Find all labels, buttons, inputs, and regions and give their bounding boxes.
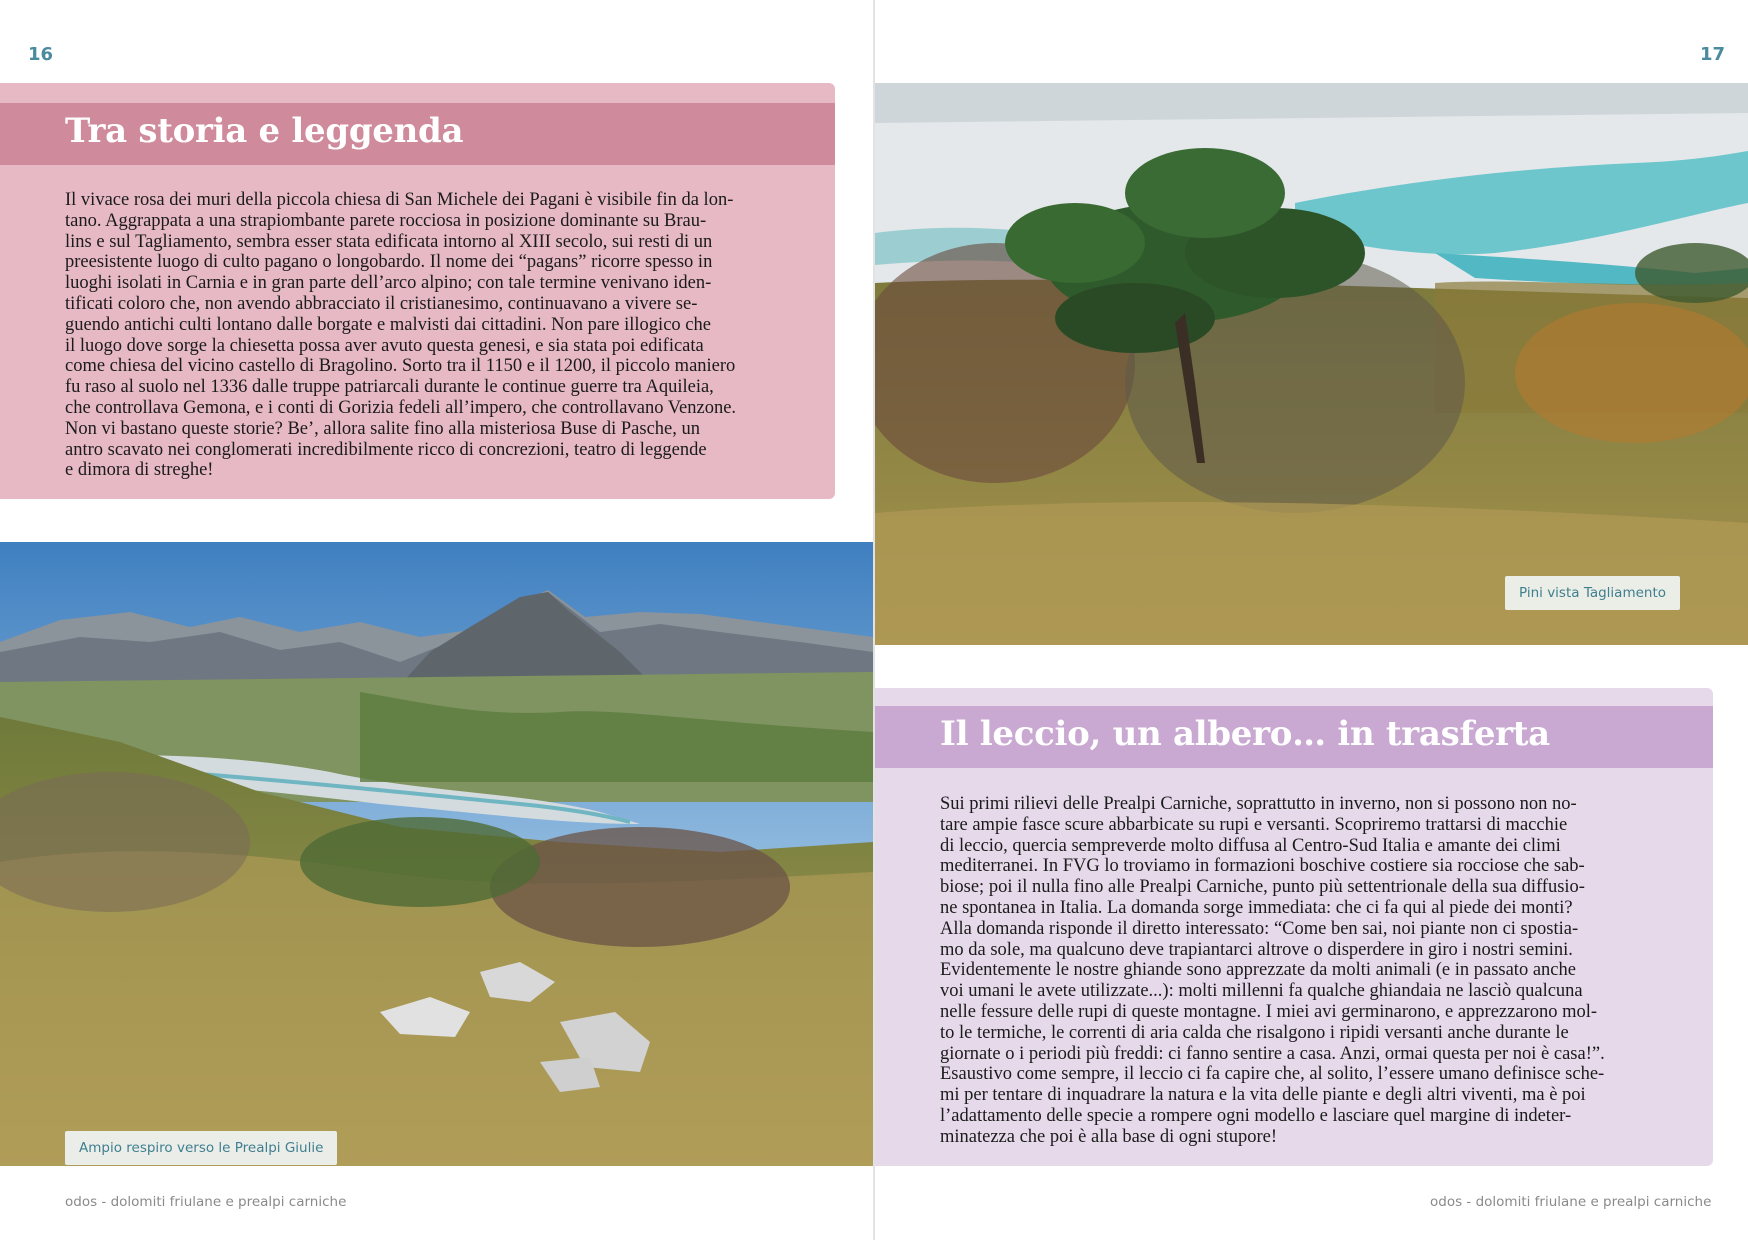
page-left bbox=[0, 0, 873, 1240]
text-line: fu raso al suolo nel 1336 dalle truppe patriarcali durante le continue guerre tra Aquileia, bbox=[65, 377, 714, 398]
text-line: mi per tentare di inquadrare la natura e la vita delle piante e degli altri viventi, ma è poi bbox=[940, 1085, 1586, 1106]
text-line: antro scavato nei conglomerati incredibilmente ricco di concrezioni, teatro di leggende bbox=[65, 439, 707, 460]
mountain-valley-illustration bbox=[0, 542, 873, 1166]
text-line: che controllava Gemona, e i conti di Gorizia fedeli all’impero, che controllavano Venzone. bbox=[65, 397, 737, 418]
text-line: Alla domanda risponde il diretto interessato: “Come ben sai, noi piante non ci spostia- bbox=[940, 918, 1579, 939]
text-line: mo da sole, ma qualcuno deve trapiantarci altrove o disperdere in giro i nostri semini. bbox=[940, 939, 1573, 960]
text-line: preesistente luogo di culto pagano o longobardo. Il nome dei “pagans” ricorre spesso in bbox=[65, 252, 713, 273]
text-line: giornate o i periodi più freddi: ci fanno sentire a casa. Anzi, ormai questa per noi è casa!”. bbox=[940, 1043, 1605, 1064]
history-box-title: Tra storia e leggenda bbox=[65, 111, 464, 151]
pine-river-illustration bbox=[875, 83, 1748, 645]
text-line: biose; poi il nulla fino alle Prealpi Carniche, punto più settentrionale della sua diffusio- bbox=[940, 877, 1585, 898]
page-number: 17 bbox=[1700, 44, 1726, 65]
text-line: ne spontanea in Italia. La domanda sorge immediata: che ci fa qui al piede dei monti? bbox=[940, 897, 1573, 918]
text-line: il luogo dove sorge la chiesetta possa aver avuto questa genesi, e sia stata poi edificata bbox=[65, 335, 704, 356]
text-line: luoghi isolati in Carnia e in gran parte dell’arco alpino; con tale termine venivano iden- bbox=[65, 273, 712, 294]
photo-caption-pini: Pini vista Tagliamento bbox=[1505, 576, 1680, 610]
holm-oak-box-text bbox=[940, 794, 1671, 1148]
text-line: tare ampie fasce scure abbarbicate su rupi e versanti. Scopriremo trattarsi di macchie bbox=[940, 814, 1568, 835]
footer-title: odos - dolomiti friulane e prealpi carniche bbox=[1430, 1194, 1712, 1210]
history-box-header bbox=[0, 103, 835, 165]
page-right bbox=[875, 0, 1748, 1240]
footer-title: odos - dolomiti friulane e prealpi carniche bbox=[65, 1194, 347, 1210]
text-line: tificati coloro che, non avendo abbracciato il cristianesimo, continuavano a vivere se- bbox=[65, 293, 698, 314]
photo-caption-prealpi: Ampio respiro verso le Prealpi Giulie bbox=[65, 1131, 337, 1165]
history-box bbox=[0, 83, 835, 499]
text-line: Evidentemente le nostre ghiande sono apprezzate da molti animali (e in passato anche bbox=[940, 960, 1576, 981]
text-line: Il vivace rosa dei muri della piccola chiesa di San Michele dei Pagani è visibile fin da lon- bbox=[65, 190, 734, 210]
text-line: guendo antichi culti lontano dalle borgate e malvisti dai cittadini. Non pare illogico che bbox=[65, 314, 711, 335]
text-line: tano. Aggrappata a una strapiombante parete rocciosa in posizione dominante su Brau- bbox=[65, 210, 707, 231]
text-line: lins e sul Tagliamento, sembra esser stata edificata intorno al XIII secolo, sui resti di un bbox=[65, 231, 713, 252]
text-line: nelle fessure delle rupi di queste montagne. I miei avi germinarono, e apprezzarono mol- bbox=[940, 1001, 1598, 1022]
text-line: mediterranei. In FVG lo troviamo in formazioni boschive costiere sia rocciose che sab- bbox=[940, 856, 1585, 877]
text-line: l’adattamento delle specie a rompere ogni modello e lasciare quel margine di indeter- bbox=[940, 1105, 1572, 1126]
page-number: 16 bbox=[28, 44, 54, 65]
history-box-text bbox=[65, 190, 798, 481]
text-line: voi umani le avete utilizzate...): molti millenni fa qualche ghiandaia ne lasciò qualcuna bbox=[940, 981, 1583, 1002]
text-line: di leccio, quercia sempreverde molto diffusa al Centro-Sud Italia e amante dei climi bbox=[940, 835, 1561, 856]
text-line: come chiesa del vicino castello di Bragolino. Sorto tra il 1150 e il 1200, il piccolo maniero bbox=[65, 356, 736, 377]
holm-oak-box-header bbox=[875, 706, 1713, 768]
text-line: Esaustivo come sempre, il leccio ci fa capire che, al solito, l’essere umano definisce sche- bbox=[940, 1064, 1605, 1085]
holm-oak-box-title: Il leccio, un albero… in trasferta bbox=[940, 714, 1550, 754]
photo-pini-tagliamento bbox=[875, 83, 1748, 645]
text-line: Sui primi rilievi delle Prealpi Carniche, soprattutto in inverno, non si possono non no- bbox=[940, 794, 1577, 814]
photo-prealpi-giulie bbox=[0, 542, 873, 1166]
text-line: e dimora di streghe! bbox=[65, 460, 214, 481]
text-line: to le termiche, le correnti di aria calda che risalgono i ripidi versanti anche durante le bbox=[940, 1022, 1569, 1043]
text-line: minatezza che poi è alla base di ogni stupore! bbox=[940, 1126, 1277, 1147]
text-line: Non vi bastano queste storie? Be’, allora salite fino alla misteriosa Buse di Pasche, un bbox=[65, 418, 701, 439]
holm-oak-box bbox=[875, 688, 1713, 1166]
